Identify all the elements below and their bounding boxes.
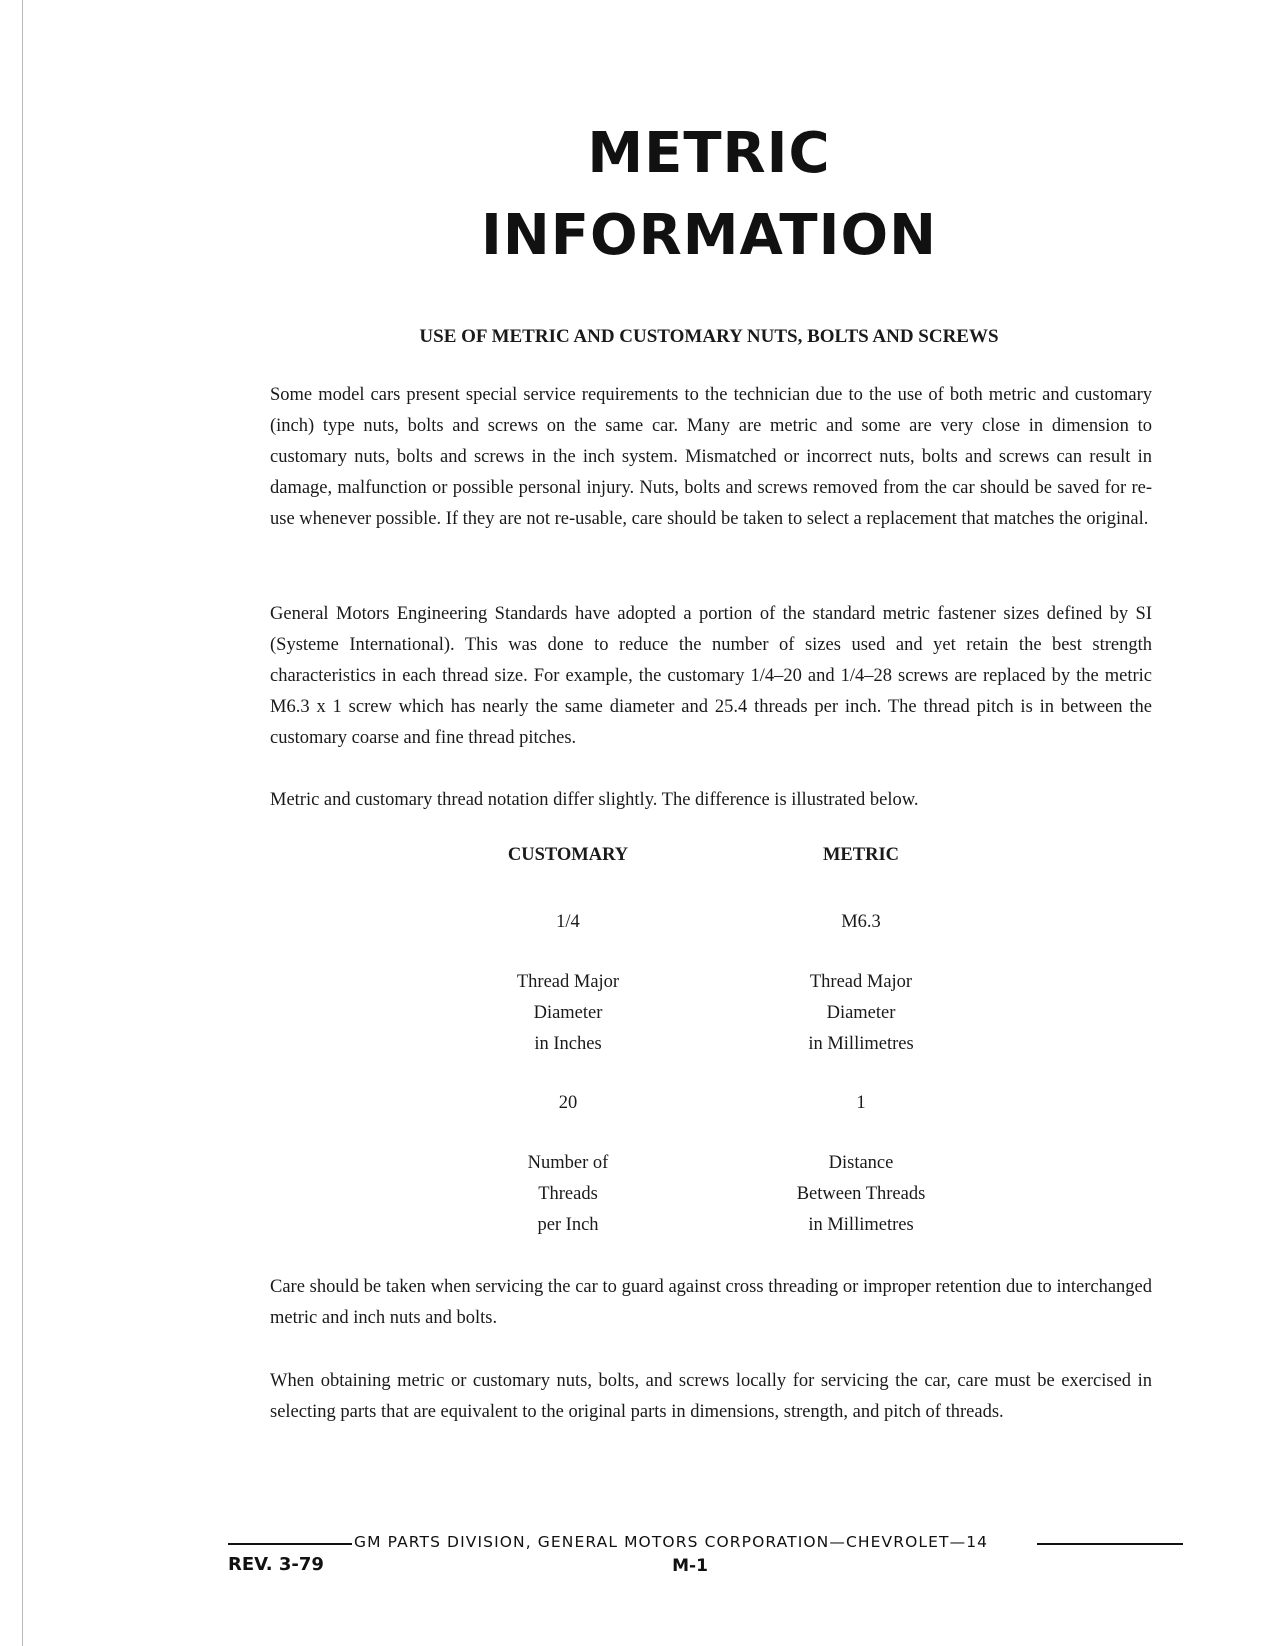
customary-diameter-label-line: in Inches bbox=[534, 1034, 602, 1054]
customary-diameter-value: 1/4 bbox=[556, 912, 580, 932]
page-title-line1: METRIC bbox=[587, 121, 831, 186]
footer-publisher: GM PARTS DIVISION, GENERAL MOTORS CORPORATION—CHEVROLET—14 bbox=[354, 1533, 989, 1551]
customary-pitch-label bbox=[438, 1148, 698, 1241]
customary-pitch-label-line: Threads bbox=[538, 1184, 598, 1204]
customary-pitch-value: 20 bbox=[558, 1093, 578, 1113]
paragraph-intro: Some model cars present special service requirements to the technician due to the use of both metric and customary (inch) type nuts, bolts and screws on the same car. Many are metric and some are very close in dimension to customary nuts, bolts and screws in the inch system. Mismatched or incorrect nuts, bolts and screws can result in damage, malfunction or possible personal injury. Nuts, bolts and screws removed from the car should be saved for re-use whenever possible. If they are not re-usable, care should be taken to select a replacement that matches the original. bbox=[270, 385, 1152, 529]
page-number: M-1 bbox=[672, 1556, 708, 1576]
paragraph-standards: General Motors Engineering Standards have adopted a portion of the standard metric fastener sizes defined by SI (Systeme International). This was done to reduce the number of sizes used and yet retain the best strength characteristics in each thread size. For example, the customary 1/4–20 and 1/4–28 screws are replaced by the metric M6.3 x 1 screw which has nearly the same diameter and 25.4 threads per inch. The thread pitch is in between the customary coarse and fine thread pitches. bbox=[270, 604, 1152, 748]
paragraph-local-parts: When obtaining metric or customary nuts, bolts, and screws locally for servicing the car, care must be exercised in selecting parts that are equivalent to the original parts in dimensions, strength, and pitch of threads. bbox=[270, 1371, 1152, 1422]
metric-pitch-label bbox=[731, 1148, 991, 1241]
section-heading: USE OF METRIC AND CUSTOMARY NUTS, BOLTS AND SCREWS bbox=[419, 326, 999, 347]
paragraph-notation: Metric and customary thread notation differ slightly. The difference is illustrated below. bbox=[270, 790, 919, 810]
paragraph-cross-threading: Care should be taken when servicing the car to guard against cross threading or improper retention due to interchanged metric and inch nuts and bolts. bbox=[270, 1277, 1152, 1328]
customary-diameter-label-line: Diameter bbox=[533, 1003, 603, 1023]
customary-diameter-label-line: Thread Major bbox=[516, 972, 620, 992]
customary-diameter-label bbox=[438, 967, 698, 1060]
customary-header: CUSTOMARY bbox=[507, 845, 629, 865]
metric-pitch-label-line: Between Threads bbox=[796, 1184, 926, 1204]
customary-pitch-label-line: Number of bbox=[527, 1153, 609, 1173]
footer-rule-left bbox=[228, 1543, 352, 1545]
metric-pitch-label-line: in Millimetres bbox=[808, 1215, 914, 1235]
metric-diameter-label-line: Diameter bbox=[826, 1003, 896, 1023]
metric-pitch-label-line: Distance bbox=[828, 1153, 894, 1173]
metric-diameter-label-line: Thread Major bbox=[809, 972, 913, 992]
metric-diameter-label bbox=[731, 967, 991, 1060]
metric-pitch-value: 1 bbox=[856, 1093, 866, 1113]
page-title-line2: INFORMATION bbox=[481, 203, 937, 268]
metric-diameter-value: M6.3 bbox=[841, 912, 881, 932]
footer-rule-right bbox=[1037, 1543, 1183, 1545]
metric-diameter-label-line: in Millimetres bbox=[808, 1034, 914, 1054]
revision-label: REV. 3-79 bbox=[228, 1554, 324, 1575]
customary-pitch-label-line: per Inch bbox=[537, 1215, 599, 1235]
metric-header: METRIC bbox=[822, 845, 900, 865]
